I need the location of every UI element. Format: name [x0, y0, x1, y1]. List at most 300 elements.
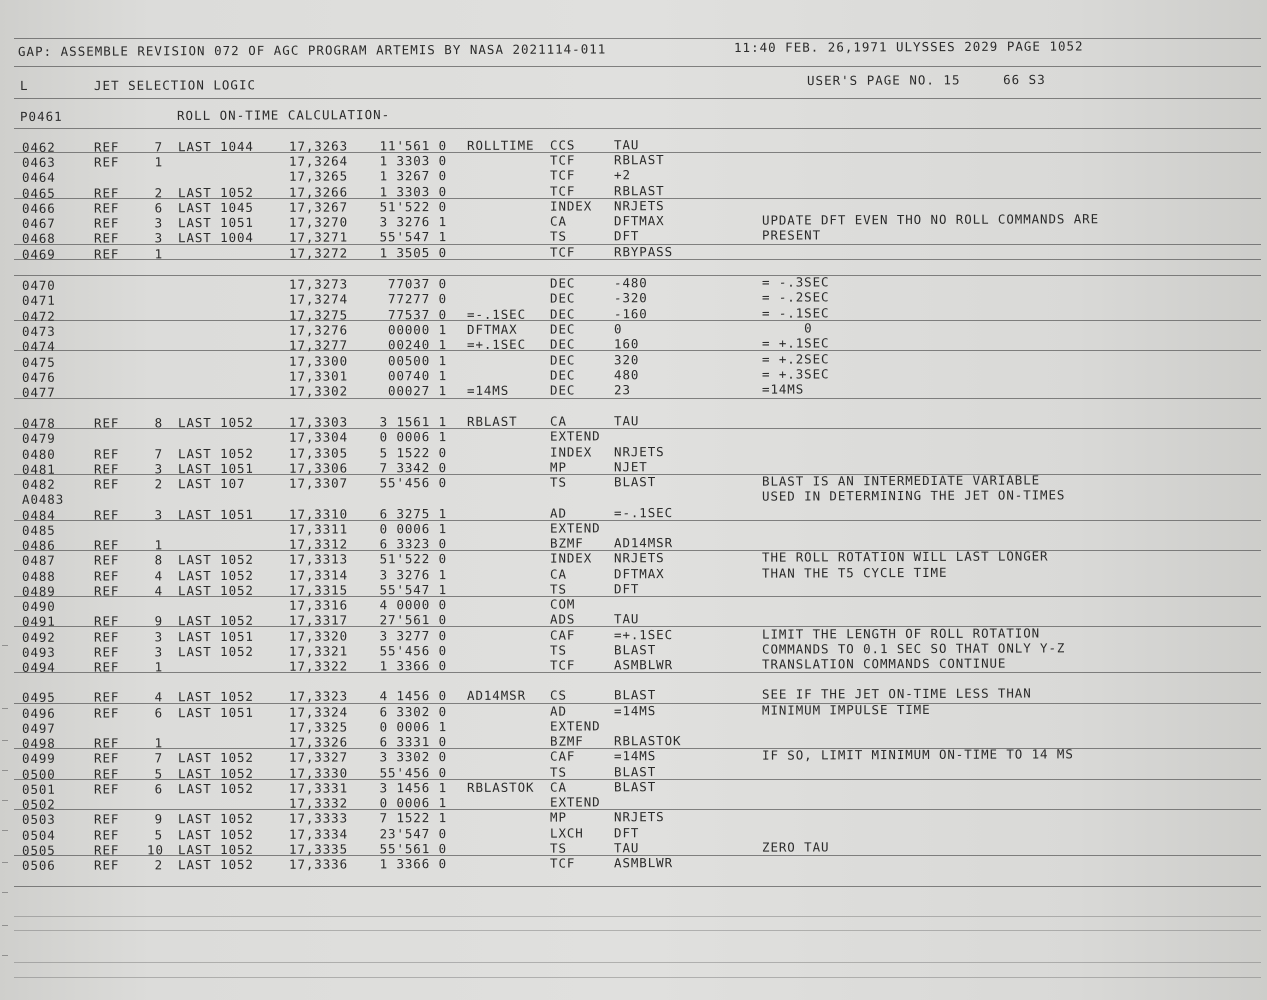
address: 17,3265 — [288, 168, 349, 184]
address: 17,3313 — [288, 551, 349, 567]
opcode: DEC — [549, 336, 576, 352]
line-number: 0489 — [21, 583, 56, 599]
line-number: 0495 — [21, 689, 56, 705]
operand: TAU — [613, 137, 640, 153]
opcode: CA — [549, 566, 567, 582]
operand: BLAST — [613, 779, 657, 795]
operand: TAU — [613, 611, 640, 627]
opcode: CA — [549, 213, 567, 229]
ref-count: 9 — [154, 811, 164, 827]
operand: 23 — [613, 382, 631, 398]
ref-label: REF — [93, 857, 120, 873]
line-number: 0466 — [21, 200, 56, 216]
operand: 480 — [613, 367, 640, 383]
line-number: 0496 — [21, 705, 56, 721]
operand: -480 — [613, 275, 648, 291]
address: 17,3306 — [288, 460, 349, 476]
address: 17,3300 — [288, 353, 349, 369]
rule — [14, 962, 1261, 963]
operand: -320 — [613, 290, 648, 306]
comment: UPDATE DFT EVEN THO NO ROLL COMMANDS ARE — [761, 211, 1100, 228]
comment: ZERO TAU — [761, 839, 830, 855]
operand: DFT — [613, 825, 640, 841]
opcode: TCF — [549, 152, 576, 168]
octal-code: 3 3276 1 — [379, 214, 448, 230]
octal-code: 77037 0 — [387, 276, 448, 292]
line-number: 0474 — [21, 338, 56, 354]
ref-count: 3 — [154, 215, 164, 231]
comment: THE ROLL ROTATION WILL LAST LONGER — [761, 548, 1049, 565]
opcode: ADS — [549, 611, 576, 627]
ref-count: 2 — [154, 185, 164, 201]
header-user-page: USER'S PAGE NO. 15 66 S3 — [806, 71, 1046, 88]
octal-code: 1 3303 0 — [379, 184, 448, 200]
last-ref: LAST 1052 — [177, 567, 254, 584]
address: 17,3271 — [288, 229, 349, 245]
line-number: 0480 — [21, 446, 56, 462]
last-ref: LAST 1052 — [177, 765, 254, 782]
last-ref: LAST 1051 — [177, 506, 254, 523]
operand: NRJETS — [613, 198, 665, 214]
line-number: 0463 — [21, 154, 56, 170]
opcode: DEC — [549, 306, 576, 322]
ref-count: 1 — [154, 735, 164, 751]
line-number: 0475 — [21, 354, 56, 370]
header-log-letter: L — [19, 77, 29, 93]
ref-label: REF — [93, 750, 120, 766]
address: 17,3274 — [288, 291, 349, 307]
ref-label: REF — [93, 842, 120, 858]
rule — [14, 128, 1261, 129]
last-ref: LAST 1052 — [177, 749, 254, 766]
address: 17,3277 — [288, 337, 349, 353]
last-ref: LAST 1052 — [177, 184, 254, 201]
symbol-label: DFTMAX — [466, 321, 518, 337]
ref-count: 2 — [154, 857, 164, 873]
operand: TAU — [613, 840, 640, 856]
comment: 0 — [761, 320, 813, 336]
last-ref: LAST 1051 — [177, 460, 254, 477]
opcode: LXCH — [549, 825, 584, 841]
opcode: MP — [549, 459, 567, 475]
octal-code: 1 3267 0 — [379, 168, 448, 184]
ref-label: REF — [93, 811, 120, 827]
rule — [14, 977, 1261, 978]
opcode: CA — [549, 779, 567, 795]
opcode: MP — [549, 809, 567, 825]
line-number: 0485 — [21, 522, 56, 538]
octal-code: 7 1522 1 — [379, 810, 448, 826]
opcode: DEC — [549, 321, 576, 337]
opcode: TS — [549, 581, 567, 597]
octal-code: 00500 1 — [387, 353, 448, 369]
operand: NRJETS — [613, 809, 665, 825]
opcode: BZMF — [549, 733, 584, 749]
line-number: 0494 — [21, 659, 56, 675]
ref-count: 3 — [154, 629, 164, 645]
octal-code: 55'547 1 — [379, 582, 448, 598]
opcode: EXTEND — [549, 428, 601, 444]
operand: BLAST — [613, 687, 657, 703]
symbol-label: RBLAST — [466, 413, 518, 429]
address: 17,3273 — [288, 276, 349, 292]
address: 17,3311 — [288, 521, 349, 537]
address: 17,3336 — [288, 856, 349, 872]
ref-count: 6 — [154, 781, 164, 797]
octal-code: 27'561 0 — [379, 612, 448, 628]
last-ref: LAST 1052 — [177, 445, 254, 462]
line-number: 0468 — [21, 230, 56, 246]
ref-label: REF — [93, 200, 120, 216]
line-number: 0502 — [21, 796, 56, 812]
opcode: CS — [549, 687, 567, 703]
address: 17,3327 — [288, 749, 349, 765]
last-ref: LAST 1052 — [177, 582, 254, 599]
address: 17,3331 — [288, 780, 349, 796]
address: 17,3314 — [288, 567, 349, 583]
ref-label: REF — [93, 629, 120, 645]
address: 17,3320 — [288, 628, 349, 644]
ref-label: REF — [93, 507, 120, 523]
octal-code: 1 3366 0 — [379, 658, 448, 674]
ref-label: REF — [93, 552, 120, 568]
address: 17,3307 — [288, 475, 349, 491]
last-ref: LAST 1051 — [177, 214, 254, 231]
octal-code: 55'547 1 — [379, 229, 448, 245]
line-number: 0501 — [21, 781, 56, 797]
opcode: CCS — [549, 137, 576, 153]
symbol-label: =+.1SEC — [466, 336, 527, 352]
symbol-label: AD14MSR — [466, 687, 527, 703]
ref-count: 3 — [154, 644, 164, 660]
ref-count: 4 — [154, 568, 164, 584]
rule — [14, 886, 1261, 887]
operand: DFT — [613, 228, 640, 244]
address: 17,3326 — [288, 734, 349, 750]
margin-tick — [2, 925, 8, 926]
last-ref: LAST 1052 — [177, 551, 254, 568]
last-ref: LAST 1052 — [177, 841, 254, 858]
operand: BLAST — [613, 474, 657, 490]
opcode: INDEX — [549, 198, 593, 214]
line-number: 0498 — [21, 735, 56, 751]
line-number: 0469 — [21, 246, 56, 262]
ref-label: REF — [93, 446, 120, 462]
octal-code: 3 1456 1 — [379, 780, 448, 796]
line-number: 0477 — [21, 384, 56, 400]
octal-code: 00027 1 — [387, 383, 448, 399]
line-number: 0470 — [21, 277, 56, 293]
ref-count: 3 — [154, 461, 164, 477]
ref-count: 2 — [154, 476, 164, 492]
opcode: BZMF — [549, 535, 584, 551]
ref-label: REF — [93, 644, 120, 660]
symbol-label: RBLASTOK — [466, 779, 535, 795]
opcode: DEC — [549, 367, 576, 383]
address: 17,3267 — [288, 199, 349, 215]
ref-label: REF — [93, 735, 120, 751]
address: 17,3325 — [288, 719, 349, 735]
ref-count: 7 — [154, 139, 164, 155]
line-number: 0487 — [21, 552, 56, 568]
octal-code: 77277 0 — [387, 291, 448, 307]
last-ref: LAST 1044 — [177, 138, 254, 155]
ref-count: 3 — [154, 230, 164, 246]
address: 17,3333 — [288, 810, 349, 826]
address: 17,3324 — [288, 704, 349, 720]
rule — [14, 66, 1261, 67]
opcode: TCF — [549, 855, 576, 871]
header-section-title: JET SELECTION LOGIC — [93, 77, 257, 93]
ref-label: REF — [93, 230, 120, 246]
ref-label: REF — [93, 705, 120, 721]
line-number: 0479 — [21, 430, 56, 446]
ref-count: 8 — [154, 415, 164, 431]
address: 17,3275 — [288, 307, 349, 323]
ref-count: 1 — [154, 246, 164, 262]
operand: AD14MSR — [613, 535, 674, 551]
line-number: 0465 — [21, 185, 56, 201]
operand: =14MS — [613, 748, 657, 764]
last-ref: LAST 1051 — [177, 628, 254, 645]
symbol-label: =-.1SEC — [466, 306, 527, 322]
octal-code: 4 1456 0 — [379, 688, 448, 704]
last-ref: LAST 1052 — [177, 414, 254, 431]
margin-tick — [2, 955, 8, 956]
octal-code: 00000 1 — [387, 322, 448, 338]
line-number: 0467 — [21, 215, 56, 231]
comment: IF SO, LIMIT MINIMUM ON-TIME TO 14 MS — [761, 746, 1074, 763]
last-ref: LAST 1052 — [177, 826, 254, 843]
opcode: TCF — [549, 183, 576, 199]
octal-code: 77537 0 — [387, 307, 448, 323]
line-number: 0476 — [21, 369, 56, 385]
ref-count: 5 — [154, 766, 164, 782]
octal-code: 55'456 0 — [379, 475, 448, 491]
ref-label: REF — [93, 537, 120, 553]
address: 17,3305 — [288, 445, 349, 461]
header-date-page: 11:40 FEB. 26,1971 ULYSSES 2029 PAGE 1052 — [733, 38, 1084, 55]
ref-count: 6 — [154, 200, 164, 216]
line-number: 0471 — [21, 292, 56, 308]
address: 17,3270 — [288, 214, 349, 230]
line-number: 0473 — [21, 323, 56, 339]
octal-code: 0 0006 1 — [379, 429, 448, 445]
last-ref: LAST 1052 — [177, 780, 254, 797]
ref-count: 1 — [154, 154, 164, 170]
line-number: 0506 — [21, 857, 56, 873]
comment: = +.3SEC — [761, 366, 830, 382]
opcode: TCF — [549, 167, 576, 183]
line-number: 0478 — [21, 415, 56, 431]
section-heading: ROLL ON-TIME CALCULATION- — [176, 107, 391, 123]
opcode: TS — [549, 840, 567, 856]
octal-code: 3 3276 1 — [379, 567, 448, 583]
last-ref: LAST 1045 — [177, 199, 254, 216]
comment: TRANSLATION COMMANDS CONTINUE — [761, 655, 1007, 672]
opcode: EXTEND — [549, 718, 601, 734]
opcode: CAF — [549, 748, 576, 764]
octal-code: 55'561 0 — [379, 841, 448, 857]
operand: BLAST — [613, 764, 657, 780]
operand: ASMBLWR — [613, 657, 674, 673]
ref-label: REF — [93, 827, 120, 843]
address: 17,3302 — [288, 383, 349, 399]
last-ref: LAST 1051 — [177, 704, 254, 721]
comment: THAN THE T5 CYCLE TIME — [761, 564, 948, 581]
ref-count: 9 — [154, 613, 164, 629]
octal-code: 23'547 0 — [379, 826, 448, 842]
address: 17,3330 — [288, 765, 349, 781]
octal-code: 51'522 0 — [379, 551, 448, 567]
octal-code: 55'456 0 — [379, 643, 448, 659]
line-number: 0499 — [21, 750, 56, 766]
octal-code: 0 0006 1 — [379, 521, 448, 537]
comment: = +.1SEC — [761, 335, 830, 351]
comment: =14MS — [761, 381, 805, 397]
operand: =-.1SEC — [613, 505, 674, 521]
opcode: EXTEND — [549, 520, 601, 536]
line-number: 0490 — [21, 598, 56, 614]
line-number: 0462 — [21, 139, 56, 155]
operand: RBLAST — [613, 152, 665, 168]
opcode: INDEX — [549, 550, 593, 566]
operand: 160 — [613, 336, 640, 352]
comment: = -.2SEC — [761, 289, 830, 305]
section-line-number: P0461 — [19, 108, 63, 124]
ref-label: REF — [93, 139, 120, 155]
operand: BLAST — [613, 642, 657, 658]
operand: TAU — [613, 413, 640, 429]
ref-count: 4 — [154, 689, 164, 705]
line-number: 0504 — [21, 827, 56, 843]
line-number: 0482 — [21, 476, 56, 492]
address: 17,3304 — [288, 429, 349, 445]
comment: = -.1SEC — [761, 305, 830, 321]
address: 17,3317 — [288, 612, 349, 628]
octal-code: 55'456 0 — [379, 765, 448, 781]
opcode: COM — [549, 596, 576, 612]
opcode: INDEX — [549, 444, 593, 460]
line-number: 0488 — [21, 568, 56, 584]
octal-code: 3 1561 1 — [379, 414, 448, 430]
opcode: CAF — [549, 627, 576, 643]
octal-code: 6 3323 0 — [379, 536, 448, 552]
opcode: CA — [549, 413, 567, 429]
opcode: TS — [549, 642, 567, 658]
ref-label: REF — [93, 583, 120, 599]
octal-code: 7 3342 0 — [379, 460, 448, 476]
octal-code: 6 3331 0 — [379, 734, 448, 750]
ref-label: REF — [93, 185, 120, 201]
opcode: TS — [549, 764, 567, 780]
comment: BLAST IS AN INTERMEDIATE VARIABLE — [761, 472, 1041, 489]
address: 17,3316 — [288, 597, 349, 613]
opcode: DEC — [549, 382, 576, 398]
address: 17,3321 — [288, 643, 349, 659]
octal-code: 6 3302 0 — [379, 704, 448, 720]
comment: PRESENT — [761, 227, 822, 243]
opcode: DEC — [549, 290, 576, 306]
address: 17,3301 — [288, 368, 349, 384]
line-number: 0484 — [21, 507, 56, 523]
line-number: 0472 — [21, 308, 56, 324]
address: 17,3266 — [288, 184, 349, 200]
opcode: AD — [549, 703, 567, 719]
opcode: TCF — [549, 657, 576, 673]
last-ref: LAST 1052 — [177, 810, 254, 827]
comment: COMMANDS TO 0.1 SEC SO THAT ONLY Y-Z — [761, 640, 1066, 657]
header-assemble-line: GAP: ASSEMBLE REVISION 072 OF AGC PROGRAM ARTEMIS BY NASA 2021114-011 — [17, 41, 607, 59]
opcode: TCF — [549, 244, 576, 260]
opcode: TS — [549, 228, 567, 244]
ref-label: REF — [93, 781, 120, 797]
rule — [14, 930, 1261, 931]
comment: LIMIT THE LENGTH OF ROLL ROTATION — [761, 625, 1041, 642]
last-ref: LAST 1052 — [177, 643, 254, 660]
ref-count: 1 — [154, 537, 164, 553]
ref-count: 10 — [146, 842, 164, 858]
ref-count: 5 — [154, 827, 164, 843]
opcode: EXTEND — [549, 794, 601, 810]
last-ref: LAST 1052 — [177, 612, 254, 629]
margin-tick — [2, 892, 8, 893]
address: 17,3276 — [288, 322, 349, 338]
symbol-label: ROLLTIME — [466, 137, 535, 153]
last-ref: LAST 1052 — [177, 856, 254, 873]
ref-label: REF — [93, 415, 120, 431]
comment: SEE IF THE JET ON-TIME LESS THAN — [761, 685, 1032, 702]
ref-label: REF — [93, 461, 120, 477]
line-number: 0481 — [21, 461, 56, 477]
line-number: 0503 — [21, 811, 56, 827]
rule — [14, 98, 1261, 99]
octal-code: 00740 1 — [387, 368, 448, 384]
rule — [14, 916, 1261, 917]
comment: USED IN DETERMINING THE JET ON-TIMES — [761, 487, 1066, 504]
operand: -160 — [613, 306, 648, 322]
last-ref: LAST 107 — [177, 475, 246, 492]
opcode: DEC — [549, 352, 576, 368]
address: 17,3264 — [288, 153, 349, 169]
line-number: 0491 — [21, 613, 56, 629]
ref-label: REF — [93, 246, 120, 262]
operand: =14MS — [613, 703, 657, 719]
address: 17,3315 — [288, 582, 349, 598]
octal-code: 0 0006 1 — [379, 795, 448, 811]
operand: NRJETS — [613, 444, 665, 460]
octal-code: 3 3277 0 — [379, 628, 448, 644]
line-number: 0464 — [21, 169, 56, 185]
line-number: 0497 — [21, 720, 56, 736]
ref-count: 6 — [154, 705, 164, 721]
address: 17,3303 — [288, 414, 349, 430]
operand: DFTMAX — [613, 213, 665, 229]
ref-label: REF — [93, 568, 120, 584]
comment: = -.3SEC — [761, 274, 830, 290]
last-ref: LAST 1052 — [177, 688, 254, 705]
octal-code: 4 0000 0 — [379, 597, 448, 613]
octal-code: 3 3302 0 — [379, 749, 448, 765]
address: 17,3263 — [288, 138, 349, 154]
operand: DFTMAX — [613, 566, 665, 582]
comment: MINIMUM IMPULSE TIME — [761, 701, 931, 718]
ref-label: REF — [93, 613, 120, 629]
ref-label: REF — [93, 215, 120, 231]
address: 17,3335 — [288, 841, 349, 857]
ref-label: REF — [93, 689, 120, 705]
last-ref: LAST 1004 — [177, 229, 254, 246]
